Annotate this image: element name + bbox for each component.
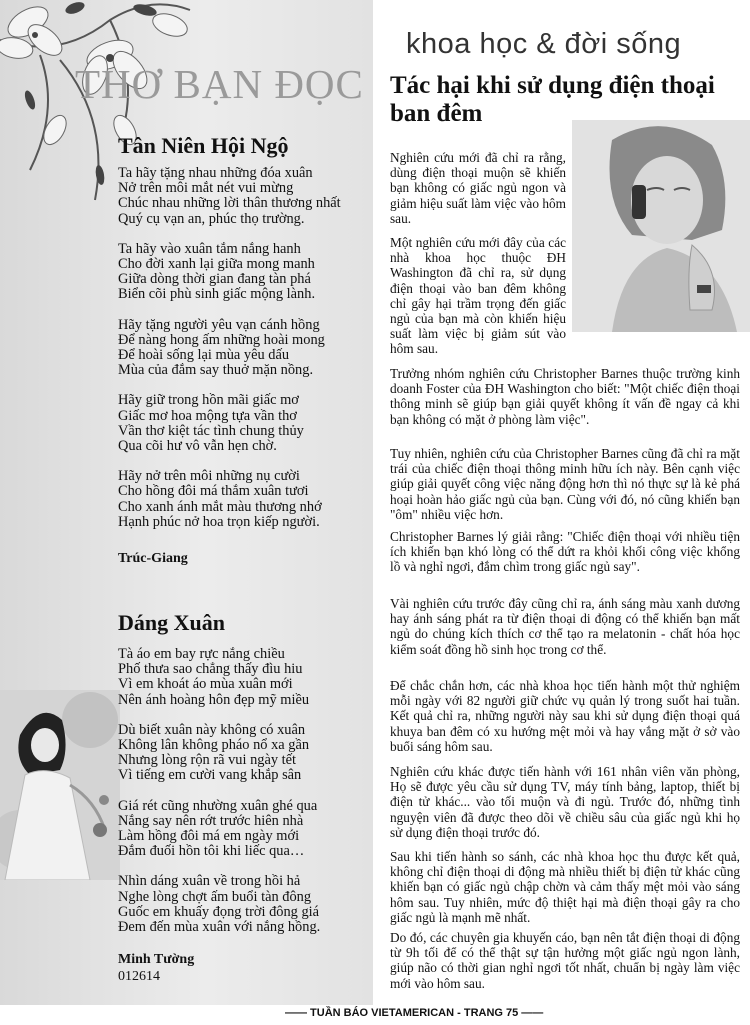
article-paragraph: Tuy nhiên, nghiên cứu của Christopher Barnes cũng đã chỉ ra mặt trái của chiếc điện thoại thông minh hữu ích này. Bên cạnh việc giúp giải quyết công việc năng động hơn thì nó thực sự là kẻ phá hoại hoàn hảo giấc ngủ của bạn. Cùng với đó, nó cũng khiến bạn "ôm" nhiều việc hơn. xyxy=(390,446,740,522)
poem-2-body xyxy=(118,647,320,950)
poem-1-stanza xyxy=(118,242,341,303)
poem-line: Nhưng lòng rộn rã vui ngày tết xyxy=(118,752,297,769)
poem-line: Nên ánh hoàng hôn đẹp mỹ miều xyxy=(118,691,310,708)
article-paragraph: Một nghiên cứu mới đây của các nhà khoa học thuộc ĐH Washington đã chỉ ra, sử dụng điện thoại vào ban đêm không chỉ gây hại trầm trọng đến giấc ngủ của bạn mà còn khiến hiệu suất làm việc bị giảm sút vào hôm sau. xyxy=(390,235,566,357)
article-paragraph: Sau khi tiến hành so sánh, các nhà khoa học thu được kết quả, không chỉ điện thoại di động mà nhiều thiết bị điện tử khác cũng khiến bạn có giấc ngủ chập chờn và cảm thấy mệt mỏi vào sáng hôm sau. Tuy nhiên, mức độ thiệt hại mà điện thoại gây ra cho giấc ngủ là mạnh mẽ nhất. xyxy=(390,849,740,925)
woman-ao-dai-photo xyxy=(0,690,120,880)
poem-1-stanza xyxy=(118,393,341,454)
poem-line: Đem đến mùa xuân với nắng hồng. xyxy=(118,919,321,936)
poem-1-stanza xyxy=(118,469,341,530)
poem-line: Biển cõi phù sinh giấc mộng lành. xyxy=(118,286,316,303)
poem-line: Để nàng hong ấm những hoài mong xyxy=(118,331,325,348)
poem-line: Vần thơ kiệt tác tình chung thủy xyxy=(118,422,304,439)
poem-line: Không lân không pháo nổ xa gần xyxy=(118,737,310,754)
poem-line: Dù biết xuân này không có xuân xyxy=(118,721,306,738)
poem-line: Nhìn dáng xuân về trong hồi hả xyxy=(118,873,301,890)
poem-line: Cho đời xanh lại giữa mong manh xyxy=(118,256,315,273)
article-paragraph: Vài nghiên cứu trước đây cũng chỉ ra, ánh sáng màu xanh dương hay ánh sáng phát ra từ điện thoại di động có thể khiến bạn mất ngủ do chúng kích thích cơ thể tạo ra melatonin - chất hóa học kiểm soát đồng hồ sinh học trong cơ thể. xyxy=(390,596,740,657)
poem-line: Nở trên môi mắt nét vui mừng xyxy=(118,180,294,197)
poem-line: Chúc nhau những lời thân thương nhất xyxy=(118,195,341,212)
poem-1-body xyxy=(118,166,341,545)
poem-1-stanza xyxy=(118,166,341,227)
poem-line: Hạnh phúc nở hoa trọn kiếp người. xyxy=(118,513,320,530)
poem-line: Mùa của đắm say thuở mặn nồng. xyxy=(118,362,314,379)
article-paragraph: Để chắc chắn hơn, các nhà khoa học tiến hành một thử nghiệm mỗi ngày với 82 người giữ chức vụ quản lý trong suốt hai tuần. Kết quả chỉ ra, những người này sau khi sử dụng điện thoại quá khuya ban đêm có xu hướng mệt mỏi và hay vắng mặt ở sở vào buổi sáng hôm sau. xyxy=(390,678,740,754)
poem-line: Phố thưa sao chẳng thấy đìu hiu xyxy=(118,661,303,678)
poem-line: Vì tiếng em cười vang khắp sân xyxy=(118,767,302,784)
article-title: Tác hại khi sử dụng điện thoại ban đêm xyxy=(390,72,715,127)
article-paragraph: Trưởng nhóm nghiên cứu Christopher Barnes thuộc trường kinh doanh Foster của ĐH Washington cho biết: "Một chiếc điện thoại thông minh sẽ giúp bạn giải quyết không ít vấn đề ngay cả khi bạn không có mặt ở phòng làm việc". xyxy=(390,366,740,427)
poem-2-stanza xyxy=(118,799,320,860)
section-title: THƠ BẠN ĐỌC xyxy=(75,61,364,107)
poem-2-title: Dáng Xuân xyxy=(118,610,225,635)
poem-line: Nghe lòng chợt ấm buổi tàn đông xyxy=(118,888,312,905)
poem-line: Hãy tặng người yêu vạn cánh hồng xyxy=(118,316,320,333)
poem-line: Giấc mơ hoa mộng tựa vần thơ xyxy=(118,407,297,424)
article-paragraph: Christopher Barnes lý giải rằng: "Chiếc điện thoại với nhiều tiện ích khiến bạn khó lòng có thể dứt ra khỏi khối công việc khổng lồ và nghỉ ngơi, đắm chìm trong giấc ngủ say". xyxy=(390,529,740,575)
poem-line: Giữa dòng thời gian đang tàn phá xyxy=(118,271,311,288)
poem-line: Tà áo em bay rực nắng chiều xyxy=(118,646,285,662)
poem-line: Vì em khoát áo mùa xuân mới xyxy=(118,676,293,693)
poem-line: Qua cõi hư vô vẫn hẹn chờ. xyxy=(118,438,277,455)
poem-line: Guốc em khuấy đọng trời đông giá xyxy=(118,903,320,920)
poem-2-stanza xyxy=(118,647,320,708)
poem-line: Làm hồng đôi má em ngày mới xyxy=(118,828,300,845)
poem-2-stanza xyxy=(118,723,320,784)
poem-2-code: 012614 xyxy=(118,969,160,984)
poem-line: Hãy nở trên môi những nụ cười xyxy=(118,468,300,485)
poem-line: Cho hồng đôi má thắm xuân tươi xyxy=(118,483,309,500)
poem-line: Hãy giữ trong hồn mãi giấc mơ xyxy=(118,392,299,409)
column-header: khoa học & đời sống xyxy=(406,28,682,60)
poem-line: Nắng say nên rớt trước hiên nhà xyxy=(118,812,304,829)
article-paragraph: Do đó, các chuyên gia khuyến cáo, bạn nên tắt điện thoại di động từ 9h tối để có thể thật sự tận hưởng một giấc ngủ ngon lành, giúp não có thời gian nghỉ ngơi tốt nhất, chuẩn bị ngày làm việc mới vào hôm sau. xyxy=(390,930,740,991)
poem-line: Ta hãy vào xuân tắm nắng hanh xyxy=(118,240,301,257)
poem-1-stanza xyxy=(118,318,341,379)
poem-2-stanza xyxy=(118,874,320,935)
article-paragraph: Nghiên cứu mới đã chỉ ra rằng, dùng điện thoại muộn sẽ khiến bạn không có giấc ngủ ngon và giảm hiệu suất làm việc vào hôm sau. xyxy=(390,150,566,226)
poem-1-title: Tân Niên Hội Ngộ xyxy=(118,133,289,158)
article-paragraph: Nghiên cứu khác được tiến hành với 161 nhân viên văn phòng, Họ sẽ được yêu cầu sử dụng TV, máy tính bảng, laptop, thiết bị điện tử khác... vào tối muộn và đi ngủ. Trước đó, những tình nguyện viên đã được theo dõi về chiều sâu của giấc ngủ khi họ sử dụng điện thoại trước đó. xyxy=(390,764,740,840)
poem-1-author: Trúc-Giang xyxy=(118,551,188,566)
poem-line: Đắm đuối hồn tôi khi liếc qua… xyxy=(118,843,305,860)
woman-on-phone-photo xyxy=(572,120,750,332)
poem-line: Để hoài sống lại mùa yêu dấu xyxy=(118,347,290,364)
poem-line: Ta hãy tặng nhau những đóa xuân xyxy=(118,165,313,181)
poem-line: Giá rét cũng nhường xuân ghé qua xyxy=(118,797,318,814)
poem-2-author: Minh Tường xyxy=(118,952,195,967)
page-footer: —— TUẦN BÁO VIETAMERICAN - TRANG 75 —— xyxy=(285,1007,544,1019)
poem-line: Quý cụ vạn an, phúc thọ trường. xyxy=(118,210,305,227)
poem-line: Cho xanh ánh mắt màu thương nhớ xyxy=(118,498,322,515)
